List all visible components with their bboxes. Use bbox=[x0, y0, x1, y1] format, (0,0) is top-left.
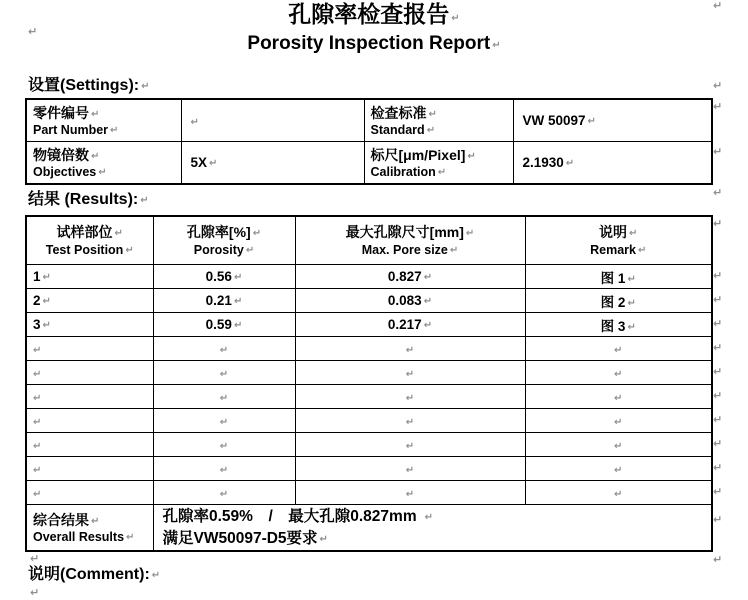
paragraph-mark: ↵ bbox=[629, 227, 638, 239]
empty-result-row bbox=[26, 361, 712, 385]
paragraph-mark: ↵ bbox=[614, 441, 623, 452]
settings-heading: 设置(Settings): ↵ bbox=[28, 77, 150, 94]
empty-result-row bbox=[26, 409, 712, 433]
paragraph-mark: ↵ bbox=[405, 345, 415, 356]
objectives-label: 物镜倍数 ↵ Objectives ↵ bbox=[26, 142, 181, 185]
porosity-cell[interactable] bbox=[153, 409, 295, 433]
remark-cell[interactable] bbox=[525, 409, 712, 433]
header-test-position: 试样部位 ↵ Test Position ↵ bbox=[26, 216, 153, 265]
result-row-2 bbox=[26, 289, 712, 313]
calibration-value-cell[interactable]: 2.1930 ↵ bbox=[513, 142, 712, 185]
paragraph-mark: ↵ bbox=[42, 296, 51, 307]
part-number-label: 零件编号 ↵ Part Number ↵ bbox=[26, 99, 181, 142]
calibration-label: 标尺[μm/Pixel] ↵ Calibration ↵ bbox=[364, 142, 513, 185]
paragraph-mark: ↵ bbox=[587, 116, 596, 127]
paragraph-mark: ↵ bbox=[233, 320, 243, 331]
paragraph-mark: ↵ bbox=[451, 13, 460, 24]
remark-cell[interactable] bbox=[525, 385, 712, 409]
result-row-3 bbox=[26, 313, 712, 337]
paragraph-mark: ↵ bbox=[30, 586, 40, 599]
paragraph-mark: ↵ bbox=[33, 441, 42, 452]
paragraph-mark: ↵ bbox=[245, 244, 255, 256]
max-pore-cell[interactable] bbox=[295, 361, 525, 385]
test-position-cell[interactable] bbox=[26, 433, 153, 457]
paragraph-mark: ↵ bbox=[125, 244, 134, 256]
porosity-cell[interactable] bbox=[153, 337, 295, 361]
paragraph-mark: ↵ bbox=[405, 417, 415, 428]
report-title-zh: 孔隙率检查报告 ↵ bbox=[288, 1, 460, 28]
report-title-en: Porosity Inspection Report ↵ bbox=[247, 33, 501, 54]
paragraph-mark: ↵ bbox=[126, 531, 135, 543]
empty-result-row bbox=[26, 337, 712, 361]
paragraph-mark: ↵ bbox=[233, 272, 243, 283]
row-end-mark: ↵ bbox=[713, 437, 723, 450]
paragraph-mark: ↵ bbox=[219, 441, 229, 452]
empty-result-row bbox=[26, 481, 712, 505]
paragraph-mark: ↵ bbox=[614, 393, 623, 404]
paragraph-mark: ↵ bbox=[426, 124, 436, 136]
row-end-mark: ↵ bbox=[713, 365, 723, 378]
paragraph-mark: ↵ bbox=[42, 320, 51, 331]
overall-results-row bbox=[26, 505, 712, 552]
result-row-1 bbox=[26, 265, 712, 289]
paragraph-mark: ↵ bbox=[33, 393, 42, 404]
row-end-mark: ↵ bbox=[713, 293, 723, 306]
paragraph-mark: ↵ bbox=[465, 227, 475, 239]
remark-cell[interactable] bbox=[525, 481, 712, 505]
paragraph-mark: ↵ bbox=[614, 345, 623, 356]
paragraph-mark: ↵ bbox=[405, 441, 415, 452]
empty-result-row bbox=[26, 433, 712, 457]
empty-result-row bbox=[26, 457, 712, 481]
porosity-cell[interactable] bbox=[153, 481, 295, 505]
paragraph-mark: ↵ bbox=[449, 244, 459, 256]
paragraph-mark: ↵ bbox=[98, 166, 107, 178]
paragraph-mark: ↵ bbox=[627, 297, 636, 309]
paragraph-mark: ↵ bbox=[219, 345, 229, 356]
empty-result-row bbox=[26, 385, 712, 409]
paragraph-mark: ↵ bbox=[565, 158, 575, 169]
results-table bbox=[25, 215, 713, 552]
row-end-mark: ↵ bbox=[713, 269, 723, 282]
settings-row-2 bbox=[26, 142, 712, 185]
comment-heading: 说明(Comment): ↵ bbox=[28, 566, 161, 583]
remark-cell[interactable]: 图 3 ↵ bbox=[525, 313, 712, 337]
porosity-cell[interactable] bbox=[153, 433, 295, 457]
paragraph-mark: ↵ bbox=[33, 369, 42, 380]
paragraph-mark: ↵ bbox=[219, 489, 229, 500]
row-end-mark: ↵ bbox=[713, 145, 723, 158]
standard-label: 检查标准 ↵ Standard ↵ bbox=[364, 99, 513, 142]
remark-cell[interactable]: 图 2 ↵ bbox=[525, 289, 712, 313]
max-pore-cell[interactable] bbox=[295, 433, 525, 457]
remark-cell[interactable] bbox=[525, 433, 712, 457]
objectives-value-cell[interactable]: 5X ↵ bbox=[181, 142, 364, 185]
paragraph-mark: ↵ bbox=[42, 272, 51, 283]
paragraph-mark: ↵ bbox=[91, 515, 100, 527]
max-pore-cell[interactable] bbox=[295, 337, 525, 361]
paragraph-mark: ↵ bbox=[423, 296, 433, 307]
paragraph-mark: ↵ bbox=[614, 369, 623, 380]
paragraph-mark: ↵ bbox=[637, 244, 647, 256]
porosity-cell[interactable]: 0.56 ↵ bbox=[153, 265, 295, 289]
paragraph-mark: ↵ bbox=[319, 533, 328, 545]
paragraph-mark: ↵ bbox=[190, 117, 199, 128]
row-end-mark: ↵ bbox=[713, 513, 723, 526]
paragraph-mark: ↵ bbox=[219, 393, 229, 404]
paragraph-mark: ↵ bbox=[233, 296, 243, 307]
paragraph-mark: ↵ bbox=[437, 166, 447, 178]
test-position-cell[interactable]: 3 ↵ bbox=[26, 313, 153, 337]
paragraph-mark: ↵ bbox=[423, 320, 433, 331]
test-position-cell[interactable] bbox=[26, 457, 153, 481]
results-header-row bbox=[26, 216, 712, 265]
row-end-mark: ↵ bbox=[713, 461, 723, 474]
results-heading: 结果 (Results): ↵ bbox=[28, 191, 149, 208]
paragraph-mark: ↵ bbox=[30, 552, 40, 565]
overall-results-label: 综合结果 ↵ Overall Results ↵ bbox=[26, 505, 153, 552]
header-porosity: 孔隙率[%] ↵ Porosity ↵ bbox=[153, 216, 295, 265]
porosity-cell[interactable] bbox=[153, 385, 295, 409]
max-pore-cell[interactable]: 0.827 ↵ bbox=[295, 265, 525, 289]
part-number-value-cell[interactable] bbox=[181, 99, 364, 142]
paragraph-mark: ↵ bbox=[219, 369, 229, 380]
row-end-mark: ↵ bbox=[713, 485, 723, 498]
paragraph-mark: ↵ bbox=[614, 489, 623, 500]
paragraph-mark: ↵ bbox=[492, 40, 501, 51]
paragraph-mark: ↵ bbox=[428, 108, 437, 120]
max-pore-cell[interactable]: 0.083 ↵ bbox=[295, 289, 525, 313]
paragraph-mark: ↵ bbox=[423, 272, 433, 283]
remark-cell[interactable] bbox=[525, 457, 712, 481]
paragraph-mark: ↵ bbox=[405, 393, 415, 404]
paragraph-mark: ↵ bbox=[151, 570, 161, 581]
porosity-cell[interactable] bbox=[153, 361, 295, 385]
porosity-cell[interactable]: 0.21 ↵ bbox=[153, 289, 295, 313]
paragraph-mark: ↵ bbox=[33, 489, 42, 500]
paragraph-mark: ↵ bbox=[424, 511, 433, 523]
row-end-mark: ↵ bbox=[713, 341, 723, 354]
paragraph-mark: ↵ bbox=[627, 273, 636, 285]
row-end-mark: ↵ bbox=[713, 217, 723, 230]
settings-row-1 bbox=[26, 99, 712, 142]
max-pore-cell[interactable]: 0.217 ↵ bbox=[295, 313, 525, 337]
test-position-cell[interactable] bbox=[26, 385, 153, 409]
test-position-cell[interactable] bbox=[26, 361, 153, 385]
paragraph-mark: ↵ bbox=[467, 150, 476, 162]
remark-cell[interactable]: 图 1 ↵ bbox=[525, 265, 712, 289]
paragraph-mark: ↵ bbox=[28, 25, 38, 38]
row-end-mark: ↵ bbox=[713, 413, 723, 426]
paragraph-mark: ↵ bbox=[114, 227, 123, 239]
paragraph-mark: ↵ bbox=[91, 150, 100, 162]
header-max-pore-size: 最大孔隙尺寸[mm] ↵ Max. Pore size ↵ bbox=[295, 216, 525, 265]
row-end-mark: ↵ bbox=[713, 553, 723, 566]
paragraph-mark: ↵ bbox=[140, 195, 149, 206]
paragraph-mark: ↵ bbox=[252, 227, 262, 239]
row-end-mark: ↵ bbox=[713, 100, 723, 113]
test-position-cell[interactable]: 2 ↵ bbox=[26, 289, 153, 313]
max-pore-cell[interactable] bbox=[295, 457, 525, 481]
paragraph-mark: ↵ bbox=[627, 321, 636, 333]
row-end-mark: ↵ bbox=[713, 0, 723, 12]
max-pore-cell[interactable] bbox=[295, 385, 525, 409]
remark-cell[interactable] bbox=[525, 337, 712, 361]
paragraph-mark: ↵ bbox=[33, 465, 42, 476]
remark-cell[interactable] bbox=[525, 361, 712, 385]
row-end-mark: ↵ bbox=[713, 186, 723, 199]
test-position-cell[interactable] bbox=[26, 409, 153, 433]
row-end-mark: ↵ bbox=[713, 389, 723, 402]
paragraph-mark: ↵ bbox=[219, 465, 229, 476]
header-remark: 说明 ↵ Remark ↵ bbox=[525, 216, 712, 265]
paragraph-mark: ↵ bbox=[110, 124, 119, 136]
paragraph-mark: ↵ bbox=[209, 158, 218, 169]
settings-table bbox=[25, 98, 713, 185]
paragraph-mark: ↵ bbox=[91, 108, 100, 120]
max-pore-cell[interactable] bbox=[295, 481, 525, 505]
paragraph-mark: ↵ bbox=[614, 465, 623, 476]
paragraph-mark: ↵ bbox=[614, 417, 623, 428]
porosity-cell[interactable]: 0.59 ↵ bbox=[153, 313, 295, 337]
test-position-cell[interactable] bbox=[26, 481, 153, 505]
paragraph-mark: ↵ bbox=[33, 417, 42, 428]
test-position-cell[interactable] bbox=[26, 337, 153, 361]
paragraph-mark: ↵ bbox=[405, 465, 415, 476]
standard-value-cell[interactable]: VW 50097 ↵ bbox=[513, 99, 712, 142]
paragraph-mark: ↵ bbox=[33, 345, 42, 356]
porosity-cell[interactable] bbox=[153, 457, 295, 481]
row-end-mark: ↵ bbox=[713, 79, 723, 92]
paragraph-mark: ↵ bbox=[219, 417, 229, 428]
row-end-mark: ↵ bbox=[713, 317, 723, 330]
test-position-cell[interactable]: 1 ↵ bbox=[26, 265, 153, 289]
paragraph-mark: ↵ bbox=[405, 489, 415, 500]
paragraph-mark: ↵ bbox=[141, 81, 150, 92]
overall-results-value-cell[interactable]: 孔隙率0.59% / 最大孔隙0.827mm ↵ 满足VW50097-D5要求 ↵ bbox=[153, 505, 712, 552]
max-pore-cell[interactable] bbox=[295, 409, 525, 433]
paragraph-mark: ↵ bbox=[405, 369, 415, 380]
